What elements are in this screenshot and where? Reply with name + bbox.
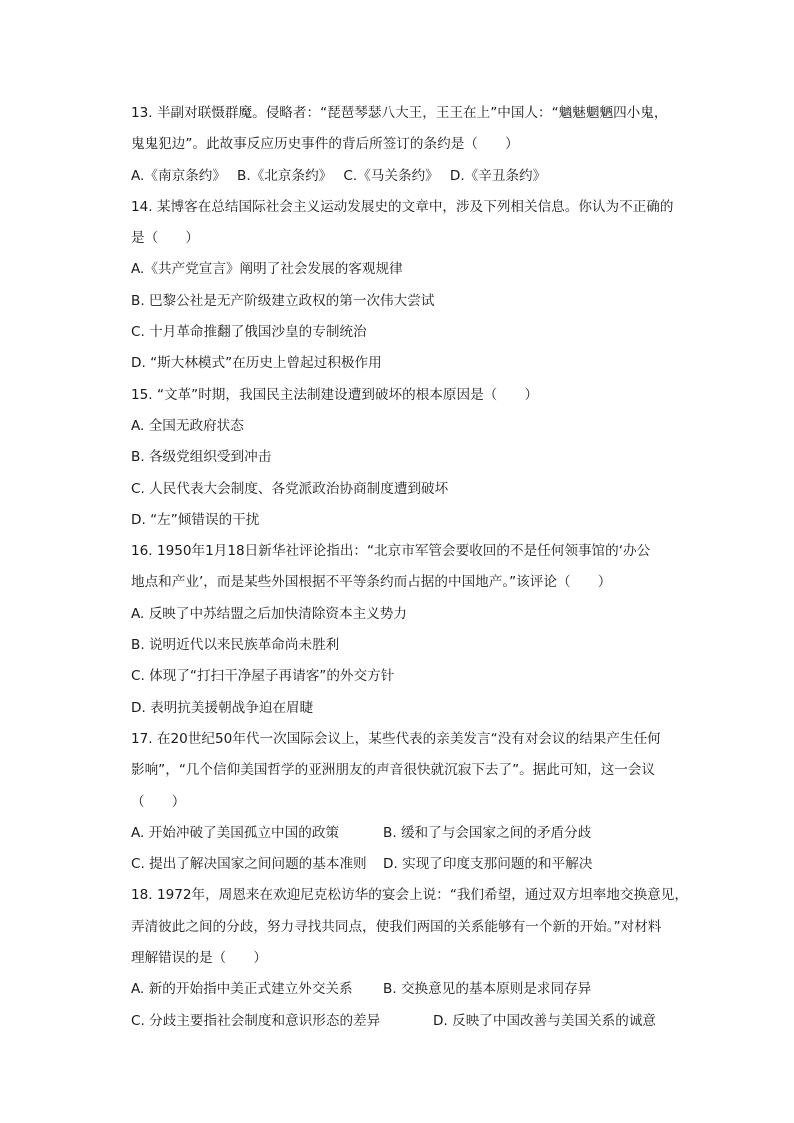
question-18-option-d: D. 反映了中国改善与美国关系的诚意 bbox=[433, 1012, 657, 1029]
question-16-option-c: C. 体现了“打扫干净屋子再请客”的外交方针 bbox=[131, 668, 395, 685]
question-14-stem-line-1: 14. 某博客在总结国际社会主义运动发展史的文章中，涉及下列相关信息。你认为不正确的 bbox=[131, 198, 674, 215]
question-16-option-b: B. 说明近代以来民族革命尚未胜利 bbox=[131, 637, 340, 654]
question-15-option-c: C. 人民代表大会制度、各党派政治协商制度遭到破坏 bbox=[131, 480, 449, 497]
question-17-stem-line-3: （ ） bbox=[131, 793, 186, 810]
question-17-stem-line-2: 影响”，“几个信仰美国哲学的亚洲朋友的声音很快就沉寂下去了”。据此可知，这一会议 bbox=[131, 762, 656, 779]
question-13-stem-line-1: 13. 半副对联慑群魔。侵略者：“琵琶琴瑟八大王，王王在上”中国人：“魑魅魍魉四小鬼， bbox=[131, 105, 668, 121]
question-16-option-d: D. 表明抗美援朝战争迫在眉睫 bbox=[131, 699, 314, 716]
question-17-option-d: D. 实现了印度支那问题的和平解决 bbox=[383, 856, 593, 873]
question-16-stem-line-1: 16. 1950年1月18日新华社评论指出：“北京市军管会要收回的不是任何领事馆的‘办公 bbox=[131, 543, 651, 560]
question-17-options-row-2 bbox=[131, 849, 701, 880]
question-18-option-c: C. 分歧主要指社会制度和意识形态的差异 bbox=[131, 1012, 381, 1029]
question-16-stem-line-2: 地点和产业’，而是某些外国根据不平等条约而占据的中国地产。”该评论（ ） bbox=[131, 574, 612, 591]
question-18-stem-line-3: 理解错误的是（ ） bbox=[131, 950, 267, 967]
question-13-options: A.《南京条约》 B.《北京条约》 C.《马关条约》 D.《辛丑条约》 bbox=[131, 167, 547, 184]
question-18-stem-line-2: 弄清彼此之间的分歧，努力寻找共同点，使我们两国的关系能够有一个新的开始。”对材料 bbox=[131, 918, 662, 935]
question-15-option-d: D. “左”倾错误的干扰 bbox=[131, 511, 260, 528]
question-17-option-b: B. 缓和了与会国家之间的矛盾分歧 bbox=[383, 824, 592, 841]
question-15-stem: 15. “文革”时期，我国民主法制建设遭到破坏的根本原因是（ ） bbox=[131, 386, 539, 403]
question-18-options-row-1 bbox=[131, 974, 701, 1005]
exam-page bbox=[131, 98, 701, 1037]
question-13-stem-line-2: 鬼鬼犯边”。此故事反应历史事件的背后所签订的条约是（ ） bbox=[131, 136, 519, 153]
question-14-option-c: C. 十月革命推翻了俄国沙皇的专制统治 bbox=[131, 324, 367, 341]
question-16-option-a: A. 反映了中苏结盟之后加快清除资本主义势力 bbox=[131, 605, 407, 622]
question-14-stem-line-2: 是（ ） bbox=[131, 230, 199, 247]
question-14-option-d: D. “斯大林模式”在历史上曾起过积极作用 bbox=[131, 355, 382, 372]
question-18-options-row-2 bbox=[131, 1006, 701, 1037]
question-18-option-a: A. 新的开始指中美正式建立外交关系 bbox=[131, 981, 353, 998]
question-17-option-a: A. 开始冲破了美国孤立中国的政策 bbox=[131, 824, 340, 841]
question-18-option-b: B. 交换意见的基本原则是求同存异 bbox=[383, 981, 592, 998]
question-17-stem-line-1: 17. 在20世纪50年代一次国际会议上，某些代表的亲美发言“没有对会议的结果产生任何 bbox=[131, 730, 661, 747]
question-17-options-row-1 bbox=[131, 818, 701, 849]
question-18-stem-line-1: 18. 1972年，周恩来在欢迎尼克松访华的宴会上说：“我们希望，通过双方坦率地交换意见， bbox=[131, 887, 688, 904]
question-14-option-a: A.《共产党宣言》阐明了社会发展的客观规律 bbox=[131, 261, 403, 278]
question-17-option-c: C. 提出了解决国家之间问题的基本准则 bbox=[131, 856, 367, 873]
question-14-option-b: B. 巴黎公社是无产阶级建立政权的第一次伟大尝试 bbox=[131, 292, 435, 309]
question-15-option-a: A. 全国无政府状态 bbox=[131, 417, 244, 434]
question-15-option-b: B. 各级党组织受到冲击 bbox=[131, 449, 272, 466]
